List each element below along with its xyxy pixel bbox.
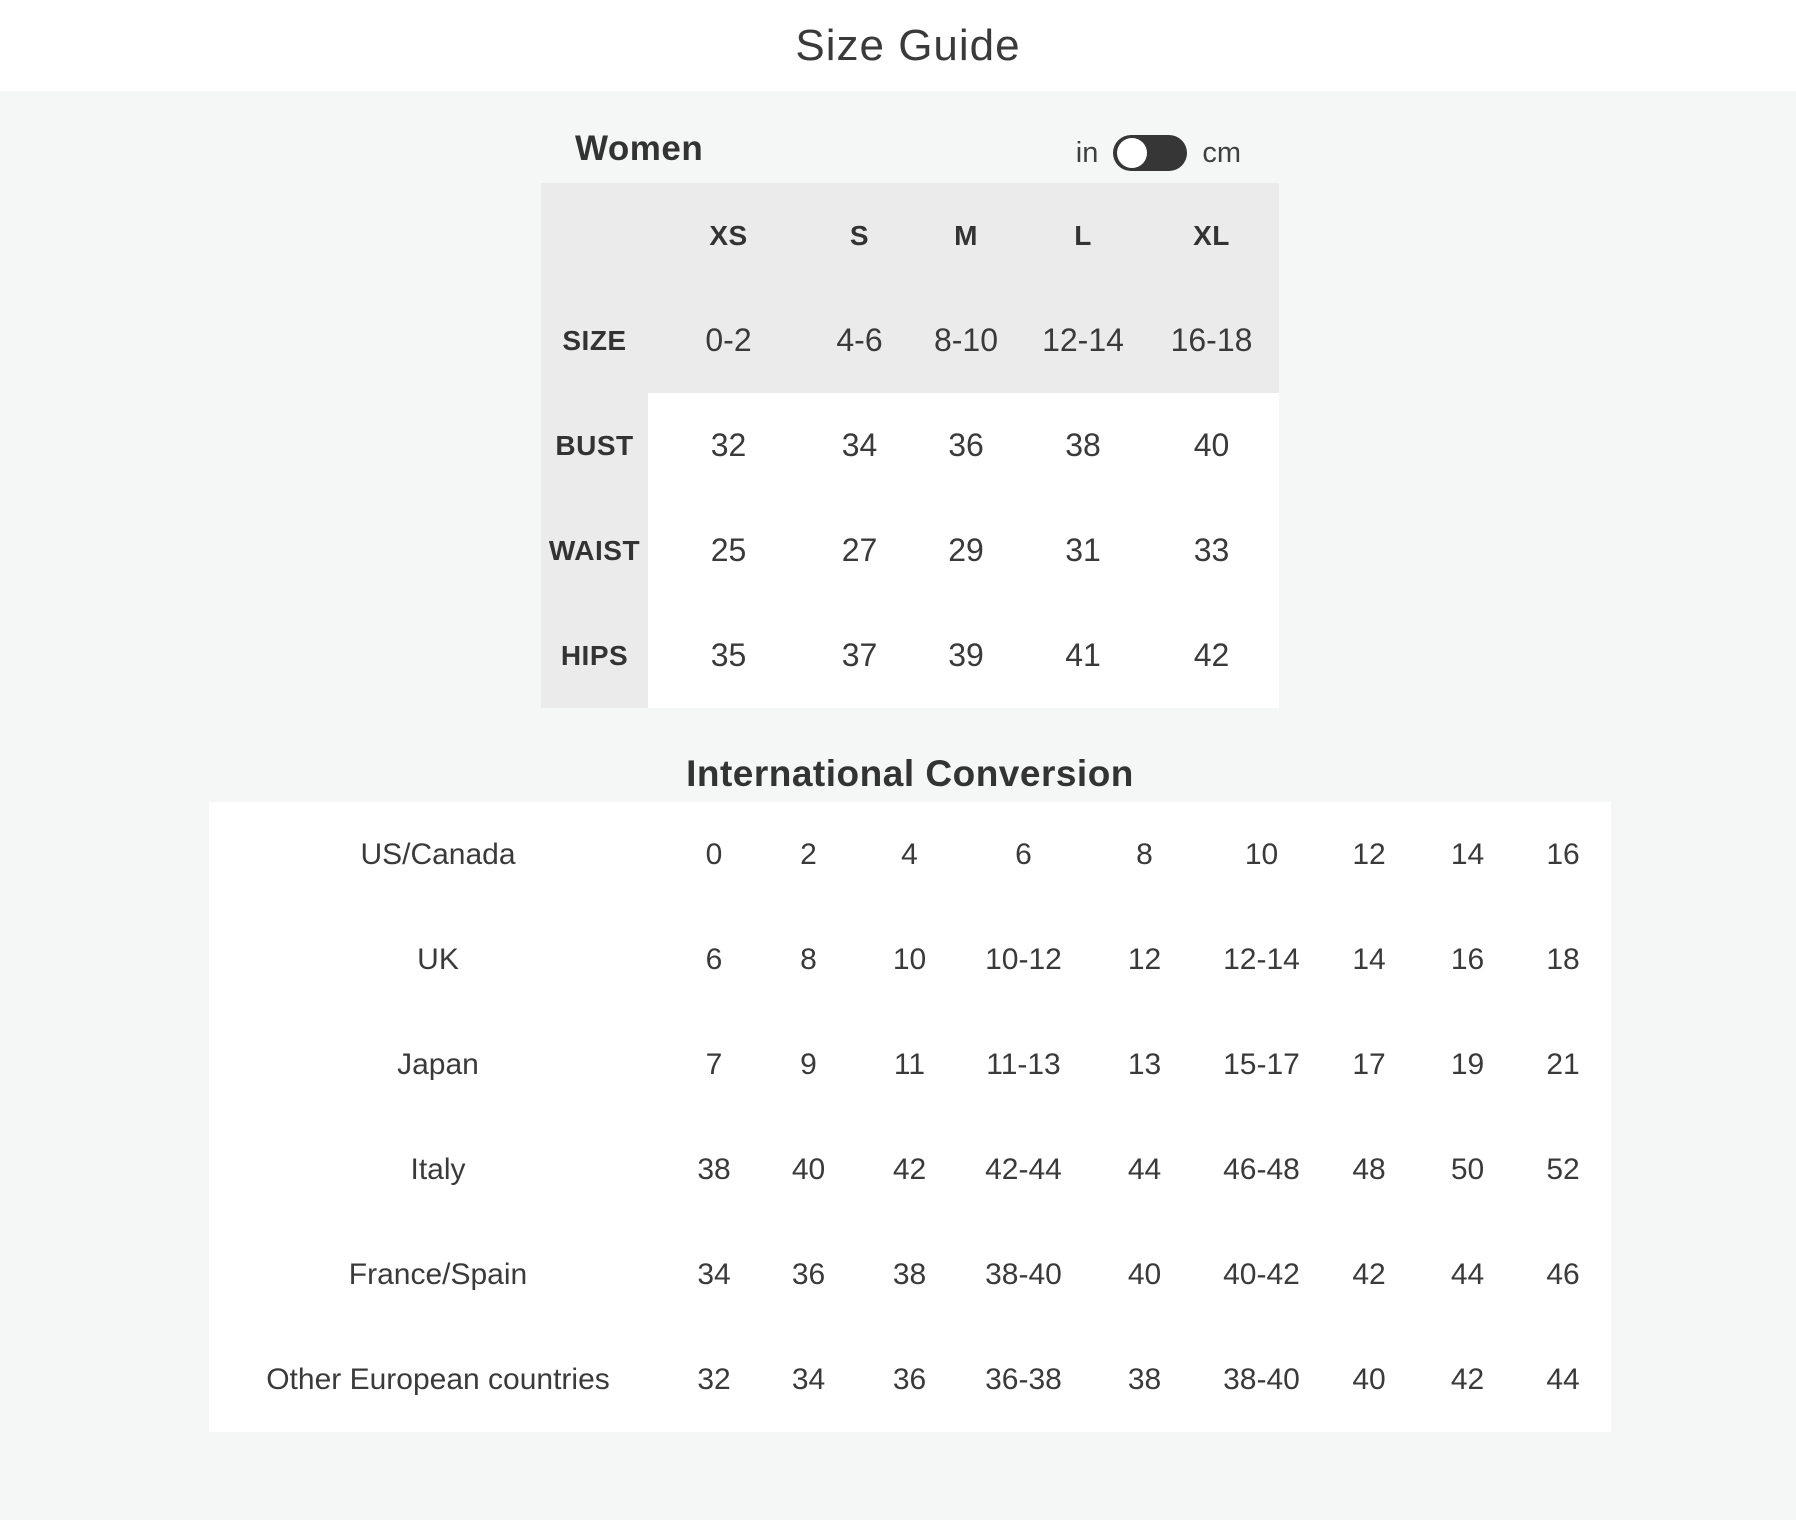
toggle-knob-icon [1117, 138, 1147, 168]
conversion-value: 40-42 [1223, 1257, 1300, 1291]
conversion-value: 17 [1352, 1047, 1386, 1081]
conversion-value: 52 [1546, 1152, 1580, 1186]
size-table-row [541, 498, 1279, 603]
conversion-value: 42 [1352, 1257, 1386, 1291]
conversion-value: 8 [800, 942, 817, 976]
conversion-row [209, 1327, 1611, 1432]
conversion-value: 12 [1352, 837, 1386, 871]
conversion-value: 36-38 [985, 1362, 1062, 1396]
conversion-value: 6 [705, 942, 723, 976]
conversion-row [209, 802, 1611, 907]
women-section-header [541, 91, 1279, 183]
conversion-value: 46-48 [1223, 1152, 1300, 1186]
conversion-row-label: UK [417, 942, 459, 976]
size-col-header: XS [648, 183, 809, 288]
conversion-value: 15-17 [1223, 1047, 1300, 1081]
conversion-row-label: Japan [397, 1047, 479, 1081]
conversion-value: 7 [705, 1047, 723, 1081]
conversion-heading: International Conversion [686, 753, 1134, 794]
size-table [541, 183, 1279, 708]
size-row-label: SIZE [541, 288, 648, 393]
size-guide-content [12, 91, 1796, 1432]
size-value: 35 [648, 603, 809, 708]
size-corner-cell [541, 183, 648, 288]
size-col-header: S [809, 183, 910, 288]
size-value: 27 [809, 498, 910, 603]
size-value: 33 [1144, 498, 1279, 603]
size-col-header: M [910, 183, 1022, 288]
conversion-row-label: US/Canada [360, 837, 516, 871]
size-value: 29 [910, 498, 1022, 603]
conversion-value: 36 [791, 1257, 826, 1291]
header-bar [0, 0, 1796, 91]
size-table-row [541, 288, 1279, 393]
conversion-value: 14 [1450, 837, 1485, 871]
conversion-value: 38-40 [1223, 1362, 1300, 1396]
conversion-value: 6 [1015, 837, 1032, 871]
size-value: 38 [1022, 393, 1144, 498]
conversion-value: 10 [892, 942, 927, 976]
size-value: 41 [1022, 603, 1144, 708]
size-value: 16-18 [1144, 288, 1279, 393]
conversion-value: 34 [791, 1362, 826, 1396]
conversion-value: 38 [892, 1257, 927, 1291]
size-value: 4-6 [809, 288, 910, 393]
size-value: 36 [910, 393, 1022, 498]
conversion-value: 10 [1244, 837, 1279, 871]
size-value: 8-10 [910, 288, 1022, 393]
conversion-value: 38 [1127, 1362, 1162, 1396]
conversion-value: 34 [697, 1257, 731, 1291]
conversion-value: 11-13 [986, 1047, 1061, 1081]
conversion-value: 14 [1352, 942, 1386, 976]
conversion-value: 19 [1450, 1047, 1485, 1081]
conversion-value: 12 [1127, 942, 1162, 976]
size-value: 25 [648, 498, 809, 603]
unit-label-cm: cm [1202, 136, 1241, 169]
unit-label-in: in [1075, 136, 1099, 169]
conversion-table [209, 802, 1611, 1432]
conversion-value: 32 [697, 1362, 731, 1396]
conversion-row [209, 907, 1611, 1012]
conversion-value: 10-12 [985, 942, 1062, 976]
conversion-value: 18 [1546, 942, 1580, 976]
conversion-row-label: France/Spain [348, 1257, 528, 1291]
conversion-value: 42 [1450, 1362, 1485, 1396]
conversion-value: 16 [1450, 942, 1485, 976]
conversion-row-label: Other European countries [266, 1362, 610, 1396]
conversion-row-label: Italy [410, 1152, 466, 1186]
size-col-header: L [1022, 183, 1144, 288]
conversion-value: 44 [1546, 1362, 1580, 1396]
women-section [541, 91, 1279, 708]
conversion-row [209, 1222, 1611, 1327]
size-value: 12-14 [1022, 288, 1144, 393]
conversion-value: 11 [893, 1047, 926, 1081]
size-value: 40 [1144, 393, 1279, 498]
conversion-value: 40 [1127, 1257, 1162, 1291]
conversion-value: 50 [1450, 1152, 1485, 1186]
size-value: 0-2 [648, 288, 809, 393]
section-heading: Women [575, 129, 704, 168]
conversion-value: 0 [705, 837, 723, 871]
conversion-value: 44 [1127, 1152, 1162, 1186]
conversion-value: 12-14 [1223, 942, 1300, 976]
conversion-value: 16 [1546, 837, 1580, 871]
unit-toggle-switch[interactable] [1113, 135, 1187, 171]
size-header-row [541, 183, 1279, 288]
conversion-value: 46 [1546, 1257, 1580, 1291]
conversion-value: 38 [697, 1152, 731, 1186]
conversion-value: 44 [1450, 1257, 1485, 1291]
size-value: 32 [648, 393, 809, 498]
size-row-label: HIPS [541, 603, 648, 708]
unit-toggle[interactable] [1076, 135, 1241, 171]
conversion-value: 4 [901, 837, 918, 871]
conversion-value: 48 [1352, 1152, 1386, 1186]
conversion-value: 40 [791, 1152, 826, 1186]
size-value: 39 [910, 603, 1022, 708]
conversion-value: 21 [1546, 1047, 1580, 1081]
conversion-value: 42-44 [985, 1152, 1062, 1186]
size-table-row [541, 393, 1279, 498]
size-col-header: XL [1144, 183, 1279, 288]
conversion-value: 8 [1136, 837, 1153, 871]
size-value: 37 [809, 603, 910, 708]
size-table-row [541, 603, 1279, 708]
conversion-value: 38-40 [985, 1257, 1062, 1291]
conversion-value: 9 [800, 1047, 817, 1081]
size-value: 42 [1144, 603, 1279, 708]
size-row-label: WAIST [541, 498, 648, 603]
page-title: Size Guide [795, 20, 1021, 70]
size-value: 34 [809, 393, 910, 498]
conversion-row [209, 1117, 1611, 1222]
conversion-value: 36 [892, 1362, 927, 1396]
size-row-label: BUST [541, 393, 648, 498]
size-value: 31 [1022, 498, 1144, 603]
conversion-row [209, 1012, 1611, 1117]
conversion-value: 13 [1127, 1047, 1162, 1081]
conversion-value: 42 [892, 1152, 927, 1186]
conversion-value: 2 [800, 837, 817, 871]
conversion-value: 40 [1352, 1362, 1386, 1396]
